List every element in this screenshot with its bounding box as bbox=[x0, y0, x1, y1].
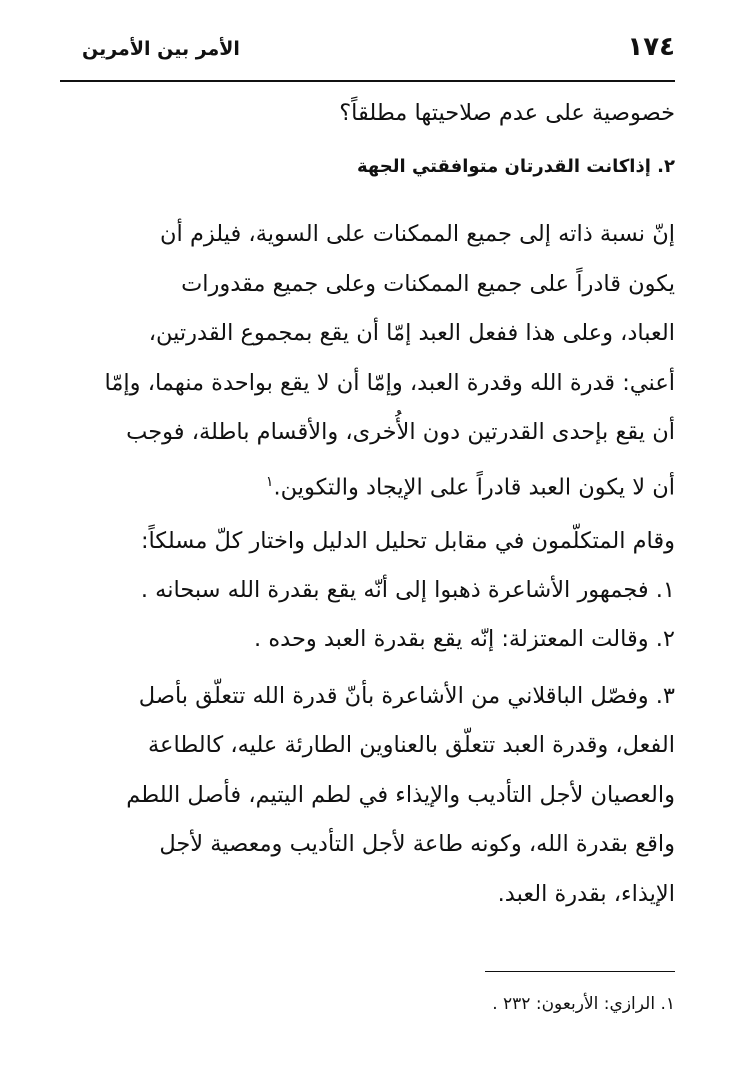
text-line: أن يقع بإحدى القدرتين دون الأُخرى، والأقسام باطلة، فوجب bbox=[126, 419, 675, 445]
paragraph-1 bbox=[62, 210, 675, 513]
text-line: يكون قادراً على جميع الممكنات وعلى جميع مقدورات bbox=[181, 270, 675, 297]
page-header bbox=[60, 22, 675, 82]
footnote-marker[interactable]: ١ bbox=[265, 473, 274, 490]
footnote: ١. الرازي: الأربعون: ٢٣٢ . bbox=[492, 994, 675, 1014]
text-line: والعصيان لأجل التأديب والإيذاء في لطم اليتيم، فأصل اللطم bbox=[126, 781, 675, 808]
list-item: ١. فجمهور الأشاعرة ذهبوا إلى أنّه يقع بقدرة الله سبحانه . bbox=[140, 576, 675, 603]
text-line: وقام المتكلّمون في مقابل تحليل الدليل واختار كلّ مسلكاً: bbox=[140, 527, 675, 554]
text-line: الإيذاء، بقدرة العبد. bbox=[497, 880, 675, 907]
text-line: إنّ نسبة ذاته إلى جميع الممكنات على السوية، فيلزم أن bbox=[160, 221, 675, 247]
footnote-divider bbox=[485, 971, 675, 972]
text-line-content: أن لا يكون العبد قادراً على الإيجاد والتكوين. bbox=[273, 474, 675, 500]
text-line: الفعل، وقدرة العبد تتعلّق بالعناوين الطارئة عليه، كالطاعة bbox=[147, 732, 675, 758]
section-subheading: ٢. إذاكانت القدرتان متوافقتي الجهة bbox=[357, 156, 675, 177]
opening-line: خصوصية على عدم صلاحيتها مطلقاً؟ bbox=[339, 100, 675, 126]
text-line: واقع بقدرة الله، وكونه طاعة لأجل التأديب ومعصية لأجل bbox=[159, 831, 675, 857]
paragraph-2 bbox=[62, 517, 675, 664]
page-number: ١٧٤ bbox=[627, 32, 675, 62]
text-line-with-footnote bbox=[62, 458, 675, 513]
main-text bbox=[62, 94, 675, 919]
text-line: ٣. وفصّل الباقلاني من الأشاعرة بأنّ قدرة الله تتعلّق بأصل bbox=[138, 682, 675, 709]
list-item: ٢. وقالت المعتزلة: إنّه يقع بقدرة العبد وحده . bbox=[254, 625, 675, 652]
text-line: أعني: قدرة الله وقدرة العبد، وإمّا أن لا يقع بواحدة منهما، وإمّا bbox=[104, 369, 675, 396]
running-title: الأمر بين الأمرين bbox=[82, 38, 240, 60]
text-line: العباد، وعلى هذا ففعل العبد إمّا أن يقع بمجموع القدرتين، bbox=[148, 320, 675, 346]
paragraph-3 bbox=[62, 672, 675, 920]
